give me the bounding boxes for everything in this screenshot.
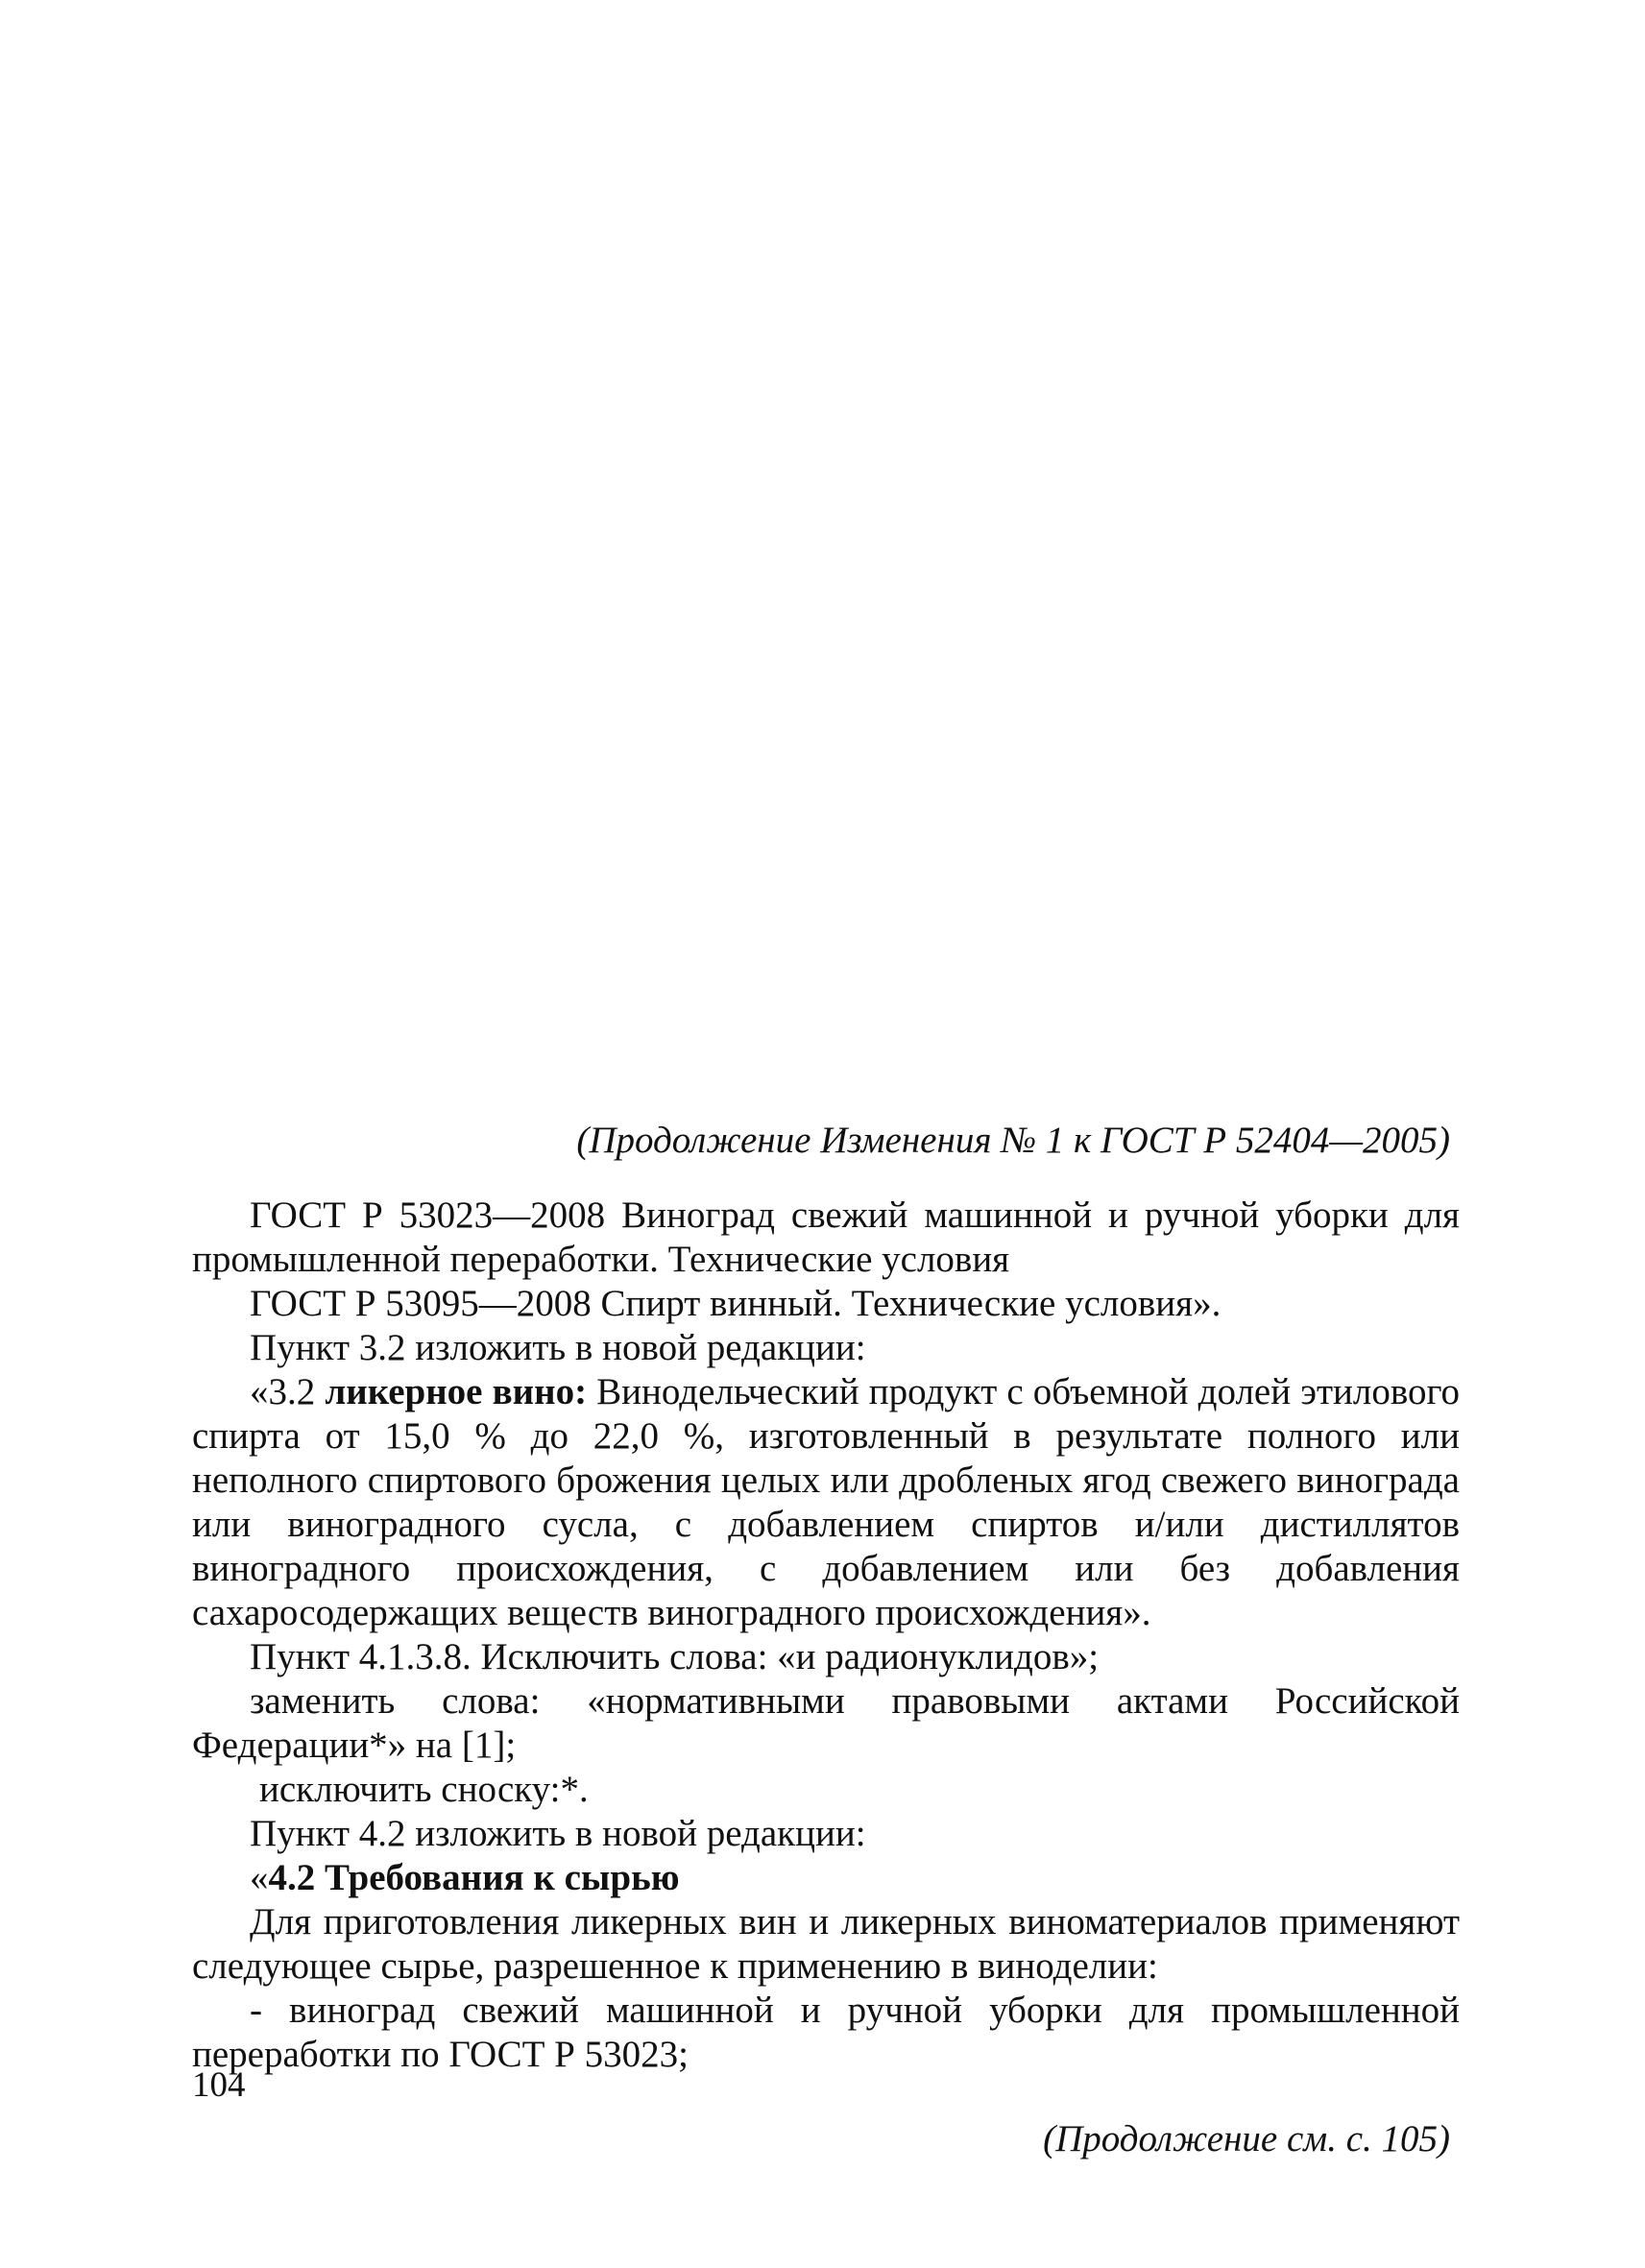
paragraph-replace-words: заменить слова: «нормативными правовыми актами Российской Федерации*» на [1]; — [192, 1680, 1460, 1766]
definition-prefix: «3.2 — [250, 1371, 326, 1412]
paragraph-item-3-2-intro: Пункт 3.2 изложить в новой редакции: — [250, 1327, 866, 1368]
paragraph-raw-materials: Для приготовления ликерных вин и ликерных виноматериалов применяют следующее сырье, разрешенное к применению в виноделии: — [192, 1901, 1460, 1987]
page-number: 104 — [192, 2065, 246, 2105]
paragraph-section-heading — [192, 1856, 1460, 1900]
paragraph-grapes-item: - виноград свежий машинной и ручной уборки для промышленной переработки по ГОСТ Р 53023; — [192, 1990, 1460, 2075]
page-body — [192, 1119, 1460, 2161]
heading-prefix: « — [250, 1857, 269, 1898]
definition-term: ликерное вино: — [325, 1371, 588, 1412]
continuation-header: (Продолжение Изменения № 1 к ГОСТ Р 52404—2005) — [576, 1120, 1450, 1161]
paragraph-item-3-2-definition — [192, 1370, 1460, 1635]
definition-text: Винодельческий продукт с объемной долей этилового спирта от 15,0 % до 22,0 %, изготовленный в результате полного или неполного спиртового брожения целых или дробленых ягод свежего винограда или виноградного сусла, с добавлением спиртов и/или дистиллятов виноградного происхождения, с добавлением или без добавления сахаросодержащих веществ виноградного происхождения». — [192, 1371, 1460, 1633]
paragraph-gost-53023: ГОСТ Р 53023—2008 Виноград свежий машинной и ручной уборки для промышленной переработки. Технические условия — [192, 1194, 1460, 1280]
paragraph-gost-53095: ГОСТ Р 53095—2008 Спирт винный. Технические условия». — [250, 1283, 1222, 1324]
paragraph-item-4-1-3-8: Пункт 4.1.3.8. Исключить слова: «и радионуклидов»; — [250, 1636, 1100, 1677]
paragraph-exclude-footnote: исключить сноску:*. — [259, 1769, 589, 1810]
paragraph-item-4-2-intro: Пункт 4.2 изложить в новой редакции: — [250, 1813, 866, 1854]
section-heading-4-2: 4.2 Требования к сырью — [268, 1857, 680, 1898]
continuation-footer: (Продолжение см. с. 105) — [1043, 2118, 1450, 2159]
